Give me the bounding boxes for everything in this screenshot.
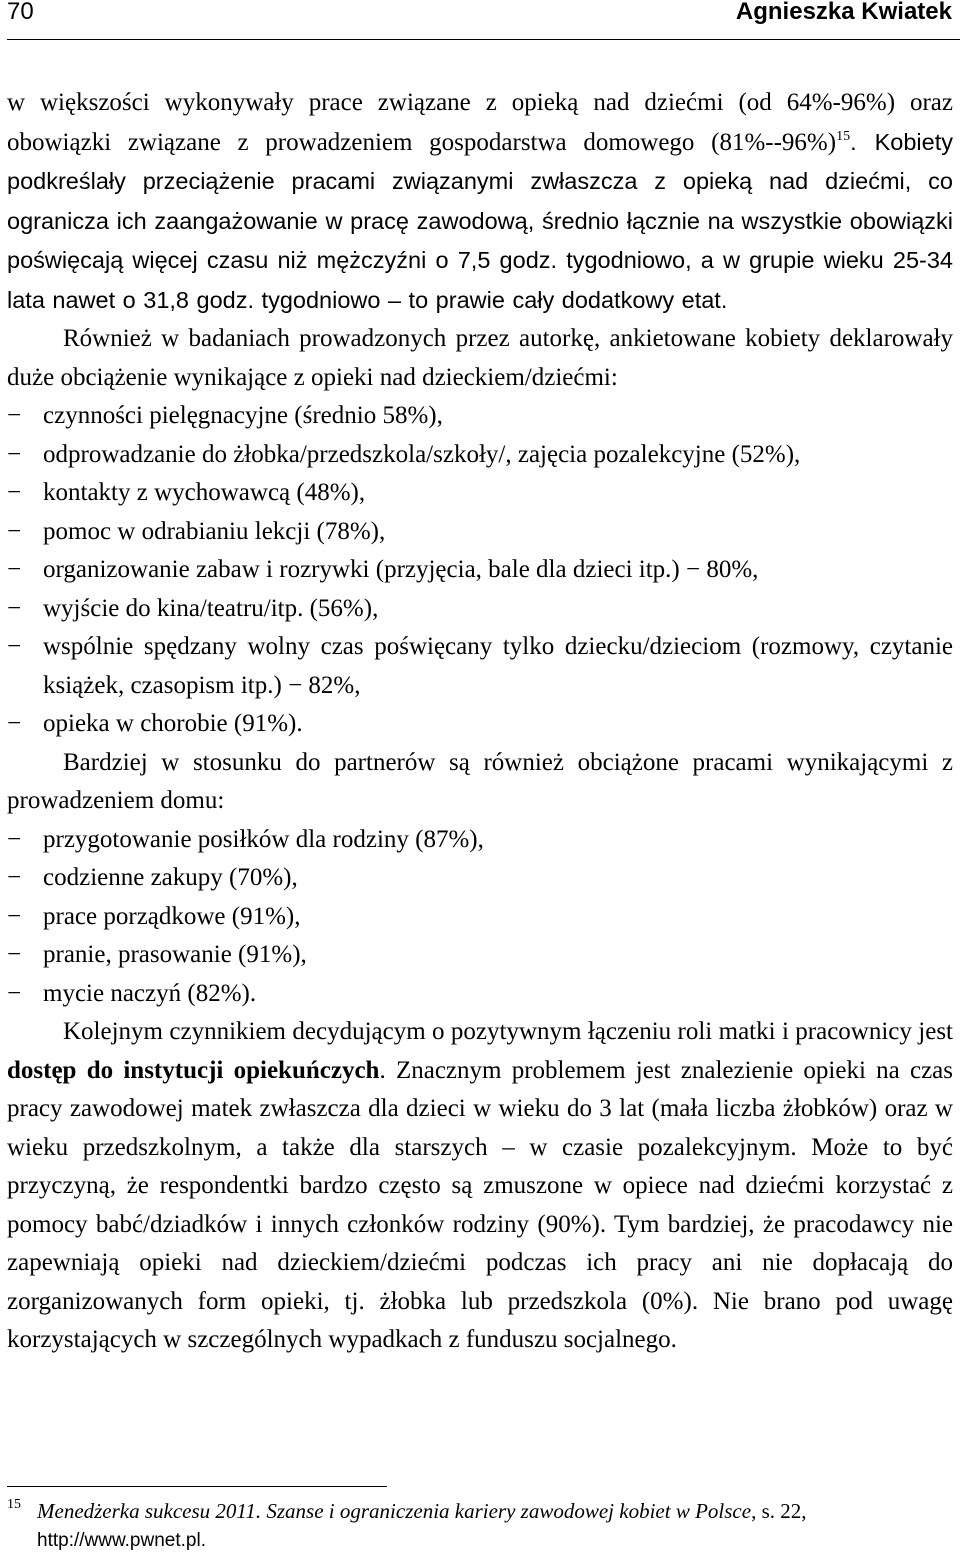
- list-item: − pomoc w odrabianiu lekcji (78%),: [7, 513, 953, 552]
- page-number: 70: [7, 0, 34, 25]
- running-head-author: Agnieszka Kwiatek: [735, 0, 952, 25]
- list-item: − organizowanie zabaw i rozrywki (przyjęcia, bale dla dzieci itp.) − 80%,: [7, 551, 953, 590]
- page-header: [0, 0, 960, 46]
- list-item: − codzienne zakupy (70%),: [7, 859, 953, 898]
- paragraph-2: Również w badaniach prowadzonych przez autorkę, ankietowane kobiety deklarowały duże obciążenie wynikające z opieki nad dzieckiem/dziećmi:: [7, 325, 953, 391]
- footnote-number: 15: [7, 1497, 21, 1512]
- footnote-url[interactable]: http://www.pwnet.pl.: [37, 1530, 206, 1551]
- paragraph-1: [7, 84, 953, 320]
- list-item: − mycie naczyń (82%).: [7, 975, 953, 1014]
- footnote: [7, 1497, 953, 1555]
- list-item: − wspólnie spędzany wolny czas poświęcany tylko dziecku/dzieciom (rozmowy, czytanie książek, czasopism itp.) − 82%,: [7, 628, 953, 705]
- list-item: − kontakty z wychowawcą (48%),: [7, 474, 953, 513]
- paragraph-1-serif-text: w większości wykonywały prace związane z opieką nad dziećmi (od 64%-96%) oraz obowiązki związane z prowadzeniem gospodarstwa domowego (81%--96%): [7, 89, 953, 156]
- list-item: − prace porządkowe (91%),: [7, 898, 953, 937]
- paragraph-3: Bardziej w stosunku do partnerów są również obciążone pracami wynikającymi z prowadzeniem domu:: [7, 748, 953, 814]
- header-divider: [7, 39, 960, 40]
- list-item: − przygotowanie posiłków dla rodziny (87%),: [7, 821, 953, 860]
- footnote-page: , s. 22,: [751, 1499, 807, 1523]
- footnote-text: [37, 1497, 953, 1555]
- paragraph-4: [7, 1013, 953, 1360]
- footnote-title: Menedżerka sukcesu 2011. Szanse i ograniczenia kariery zawodowej kobiet w Polsce: [37, 1499, 752, 1523]
- page-body: [7, 84, 953, 1360]
- list-item: − wyjście do kina/teatru/itp. (56%),: [7, 590, 953, 629]
- paragraph-4-text-after: . Znacznym problemem jest znalezienie opieki na czas pracy zawodowej matek zwłaszcza dla dzieci w wieku do 3 lat (mała liczba żłobków) oraz w wieku przedszkolnym, a także dla starszych – w czasie pozalekcyjnym. Może to być przyczyną, że respondentki bardzo często są zmuszone w opiece nad dziećmi korzystać z pomocy babć/dziadków i innych członków rodziny (90%). Tym bardziej, że pracodawcy nie zapewniają opieki nad dzieckiem/dziećmi podczas ich pracy ani nie dopłacają do zorganizowanych form opieki, tj. żłobka lub przedszkola (0%). Nie brano pod uwagę korzystających w szczególnych wypadkach z funduszu socjalnego.: [7, 1056, 954, 1353]
- list-item: − czynności pielęgnacyjne (średnio 58%),: [7, 397, 953, 436]
- list-item: − odprowadzanie do żłobka/przedszkola/szkoły/, zajęcia pozalekcyjne (52%),: [7, 436, 953, 475]
- list-item: − opieka w chorobie (91%).: [7, 705, 953, 744]
- paragraph-4-text-before: Kolejnym czynnikiem decydującym o pozytywnym łączeniu roli matki i pracownicy jest: [63, 1018, 953, 1045]
- paragraph-4-bold-phrase: dostęp do instytucji opiekuńczych: [7, 1056, 380, 1084]
- list-item: − pranie, prasowanie (91%),: [7, 936, 953, 975]
- footnote-divider: [7, 1486, 387, 1487]
- childcare-duties-list: [7, 397, 953, 744]
- paragraph-1-sans-text: . Kobiety podkreślały przeciążenie pracami związanymi zwłaszcza z opieką nad dziećmi, co ogranicza ich zaangażowanie w pracę zawodową, średnio łącznie na wszystkie obowiązki poświęcają więcej czasu niż mężczyźni o 7,5 godz. tygodniowo, a w grupie wieku 25-34 lata nawet o 31,8 godz. tygodniowo – to prawie cały dodatkowy etat.: [7, 128, 953, 313]
- household-duties-list: [7, 821, 953, 1014]
- footnote-ref: 15: [836, 128, 851, 144]
